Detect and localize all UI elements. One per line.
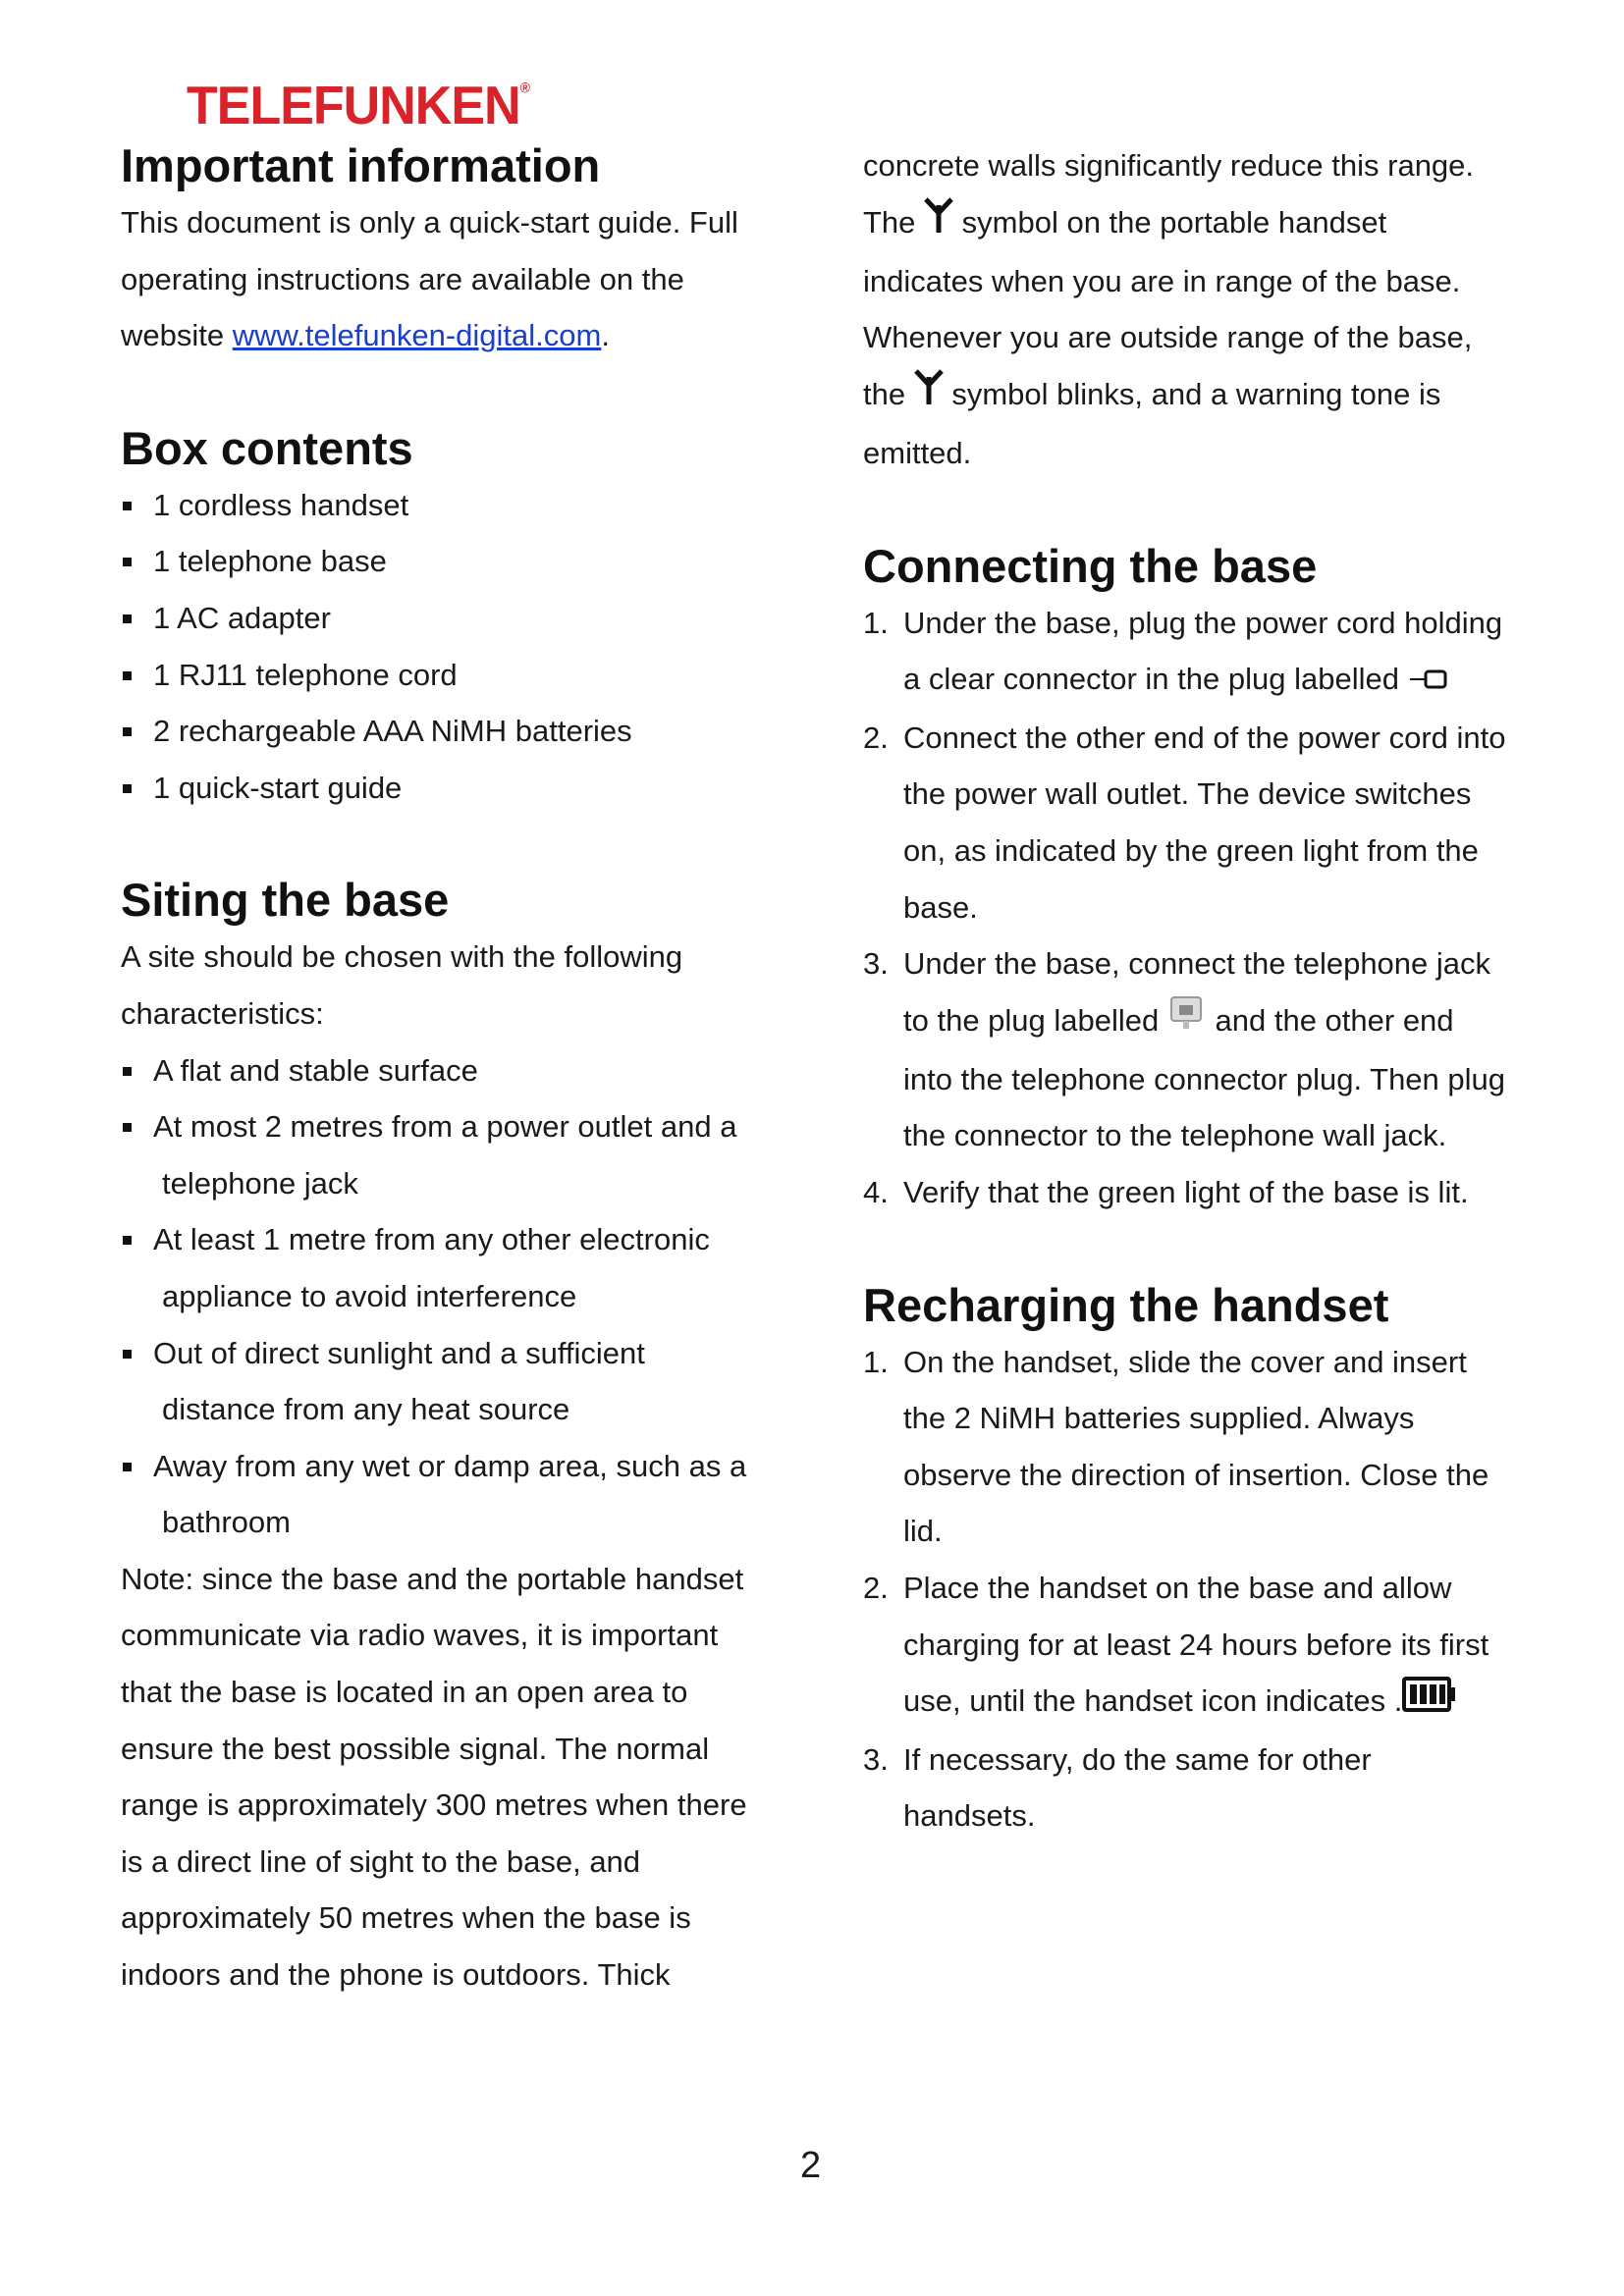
power-plug-icon xyxy=(1408,653,1451,710)
list-item: 1 cordless handset xyxy=(121,477,769,534)
list-item: 2. Place the handset on the base and allow charging for at least 24 hours before its first use, until the handset icon indicates . xyxy=(863,1560,1511,1732)
list-item: 1. Under the base, plug the power cord holding a clear connector in the plug labelled xyxy=(863,595,1511,710)
left-column xyxy=(121,137,769,2003)
box-contents-list xyxy=(121,477,769,817)
heading-recharging-the-handset: Recharging the handset xyxy=(863,1278,1389,1331)
list-item: 3. Under the base, connect the telephone jack to the plug labelled and the other end into the telephone connector plug. Then plug the connector to the telephone wall jack. xyxy=(863,946,1506,1153)
intro-paragraph: This document is only a quick-start guide. Full operating instructions are available on the website www.telefunken-digital.com. xyxy=(121,205,738,353)
heading-siting-the-base: Siting the base xyxy=(121,874,450,927)
siting-list xyxy=(121,1042,769,1551)
list-item: 2 rechargeable AAA NiMH batteries xyxy=(121,703,769,760)
page-number: 2 xyxy=(800,2145,822,2186)
list-item: Away from any wet or damp area, such as a bathroom xyxy=(121,1438,769,1551)
right-column xyxy=(863,137,1511,1844)
list-item: 1. On the handset, slide the cover and insert the 2 NiMH batteries supplied. Always observe the direction of insertion. Close the lid. xyxy=(863,1344,1489,1549)
brand-logo: TELEFUNKEN® xyxy=(187,76,529,136)
range-paragraph: The symbol on the portable handset indicates when you are in range of the base. Whenever you are outside range of the base, xyxy=(863,194,1511,366)
list-item: Out of direct sunlight and a sufficient distance from any heat source xyxy=(121,1325,769,1438)
list-item: 1 quick-start guide xyxy=(121,760,769,817)
battery-full-icon xyxy=(1402,1675,1457,1732)
website-link[interactable]: www.telefunken-digital.com xyxy=(232,318,602,353)
list-item: At least 1 metre from any other electronic appliance to avoid interference xyxy=(121,1211,769,1324)
connecting-steps xyxy=(863,595,1511,1221)
list-item: 1 AC adapter xyxy=(121,590,769,647)
antenna-icon xyxy=(924,195,953,253)
list-item: 3. If necessary, do the same for other handsets. xyxy=(863,1741,1372,1834)
list-item: At most 2 metres from a power outlet and a telephone jack xyxy=(121,1098,769,1211)
list-item: 1 telephone base xyxy=(121,533,769,590)
list-item: 4. Verify that the green light of the base is lit. xyxy=(863,1175,1469,1210)
continuation-line: concrete walls significantly reduce this range. xyxy=(863,148,1475,183)
list-item: A flat and stable surface xyxy=(121,1042,769,1099)
telephone-plug-icon xyxy=(1167,993,1207,1051)
heading-important-information: Important information xyxy=(121,139,601,191)
siting-intro: A site should be chosen with the following characteristics: xyxy=(121,939,683,1031)
heading-connecting-the-base: Connecting the base xyxy=(863,539,1318,592)
list-item: 1 RJ11 telephone cord xyxy=(121,647,769,704)
note-paragraph: Note: since the base and the portable handset communicate via radio waves, it is important that the base is located in an open area to ensure the best possible signal. The normal range is approximately 300 metres when there is a direct line of sight to the base, and approximately 50 metres when the base is indoors and the phone is outdoors. Thick xyxy=(121,1561,747,1993)
heading-box-contents: Box contents xyxy=(121,421,413,474)
antenna-icon xyxy=(914,367,944,425)
list-item: 2. Connect the other end of the power cord into the power wall outlet. The device switches on, as indicated by the green light from the base. xyxy=(863,720,1506,925)
recharging-steps xyxy=(863,1334,1511,1844)
blink-paragraph: the symbol blinks, and a warning tone is emitted. xyxy=(863,366,1511,482)
